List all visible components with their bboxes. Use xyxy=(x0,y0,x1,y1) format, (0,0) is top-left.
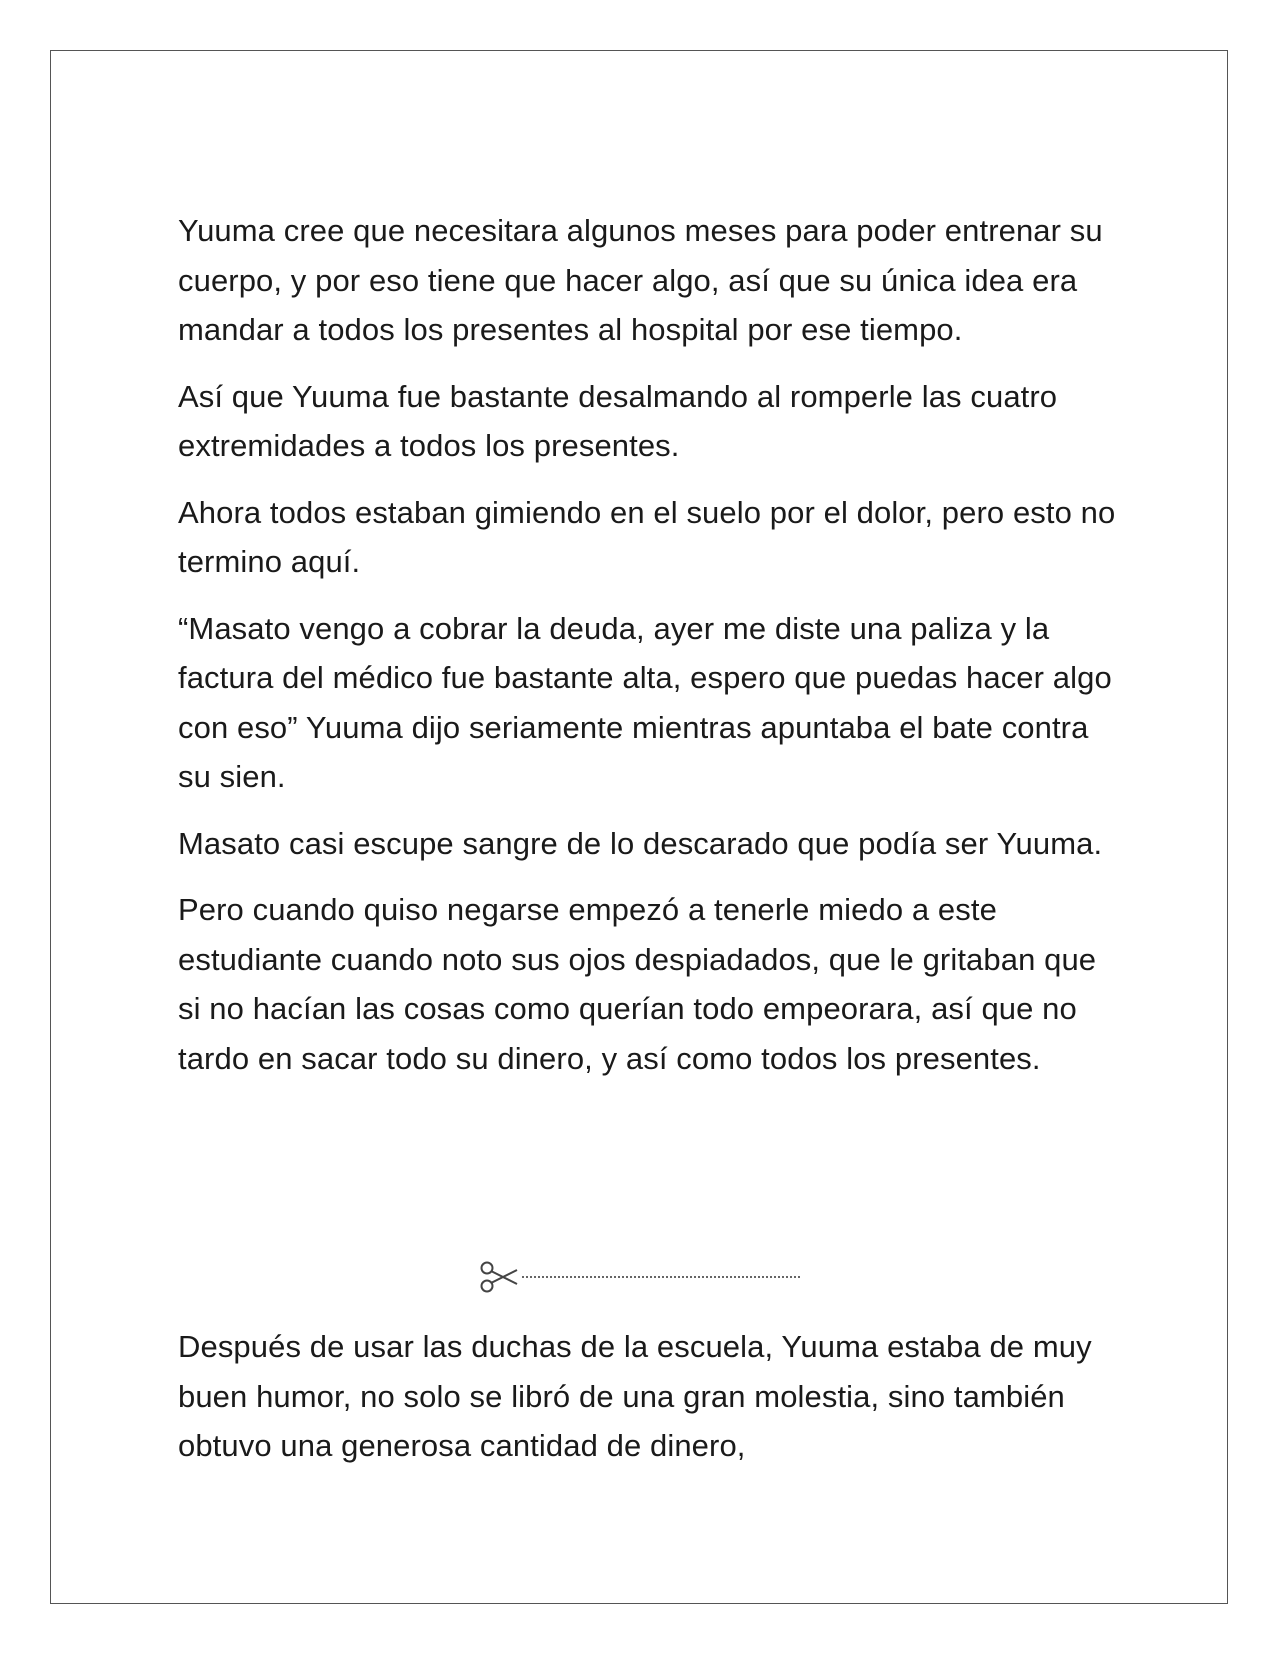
text-block-after-divider xyxy=(178,1322,1118,1488)
paragraph: Yuuma cree que necesitara algunos meses para poder entrenar su cuerpo, y por eso tiene que hacer algo, así que su única idea era mandar a todos los presentes al hospital por ese tiempo. xyxy=(178,213,1103,347)
paragraph: Después de usar las duchas de la escuela, Yuuma estaba de muy buen humor, no solo se libró de una gran molestia, sino también obtuvo una generosa cantidad de dinero, xyxy=(178,1329,1092,1463)
text-block-before-divider xyxy=(178,206,1118,1100)
dotted-cut-line xyxy=(522,1276,800,1278)
paragraph: Masato casi escupe sangre de lo descarado que podía ser Yuuma. xyxy=(178,825,1103,861)
paragraph: Ahora todos estaban gimiendo en el suelo por el dolor, pero esto no termino aquí. xyxy=(178,494,1116,579)
paragraph: Así que Yuuma fue bastante desalmando al romperle las cuatro extremidades a todos los presentes. xyxy=(178,378,1058,463)
paragraph: “Masato vengo a cobrar la deuda, ayer me diste una paliza y la factura del médico fue bastante alta, espero que puedas hacer algo con eso” Yuuma dijo seriamente mientras apuntaba el bate contra su sien. xyxy=(178,610,1112,794)
scissors-icon xyxy=(480,1260,520,1294)
scene-divider xyxy=(480,1260,800,1294)
paragraph: Pero cuando quiso negarse empezó a tenerle miedo a este estudiante cuando noto sus ojos despiadados, que le gritaban que si no hacían las cosas como querían todo empeorara, así que no tardo en sacar todo su dinero, y así como todos los presentes. xyxy=(178,892,1097,1076)
